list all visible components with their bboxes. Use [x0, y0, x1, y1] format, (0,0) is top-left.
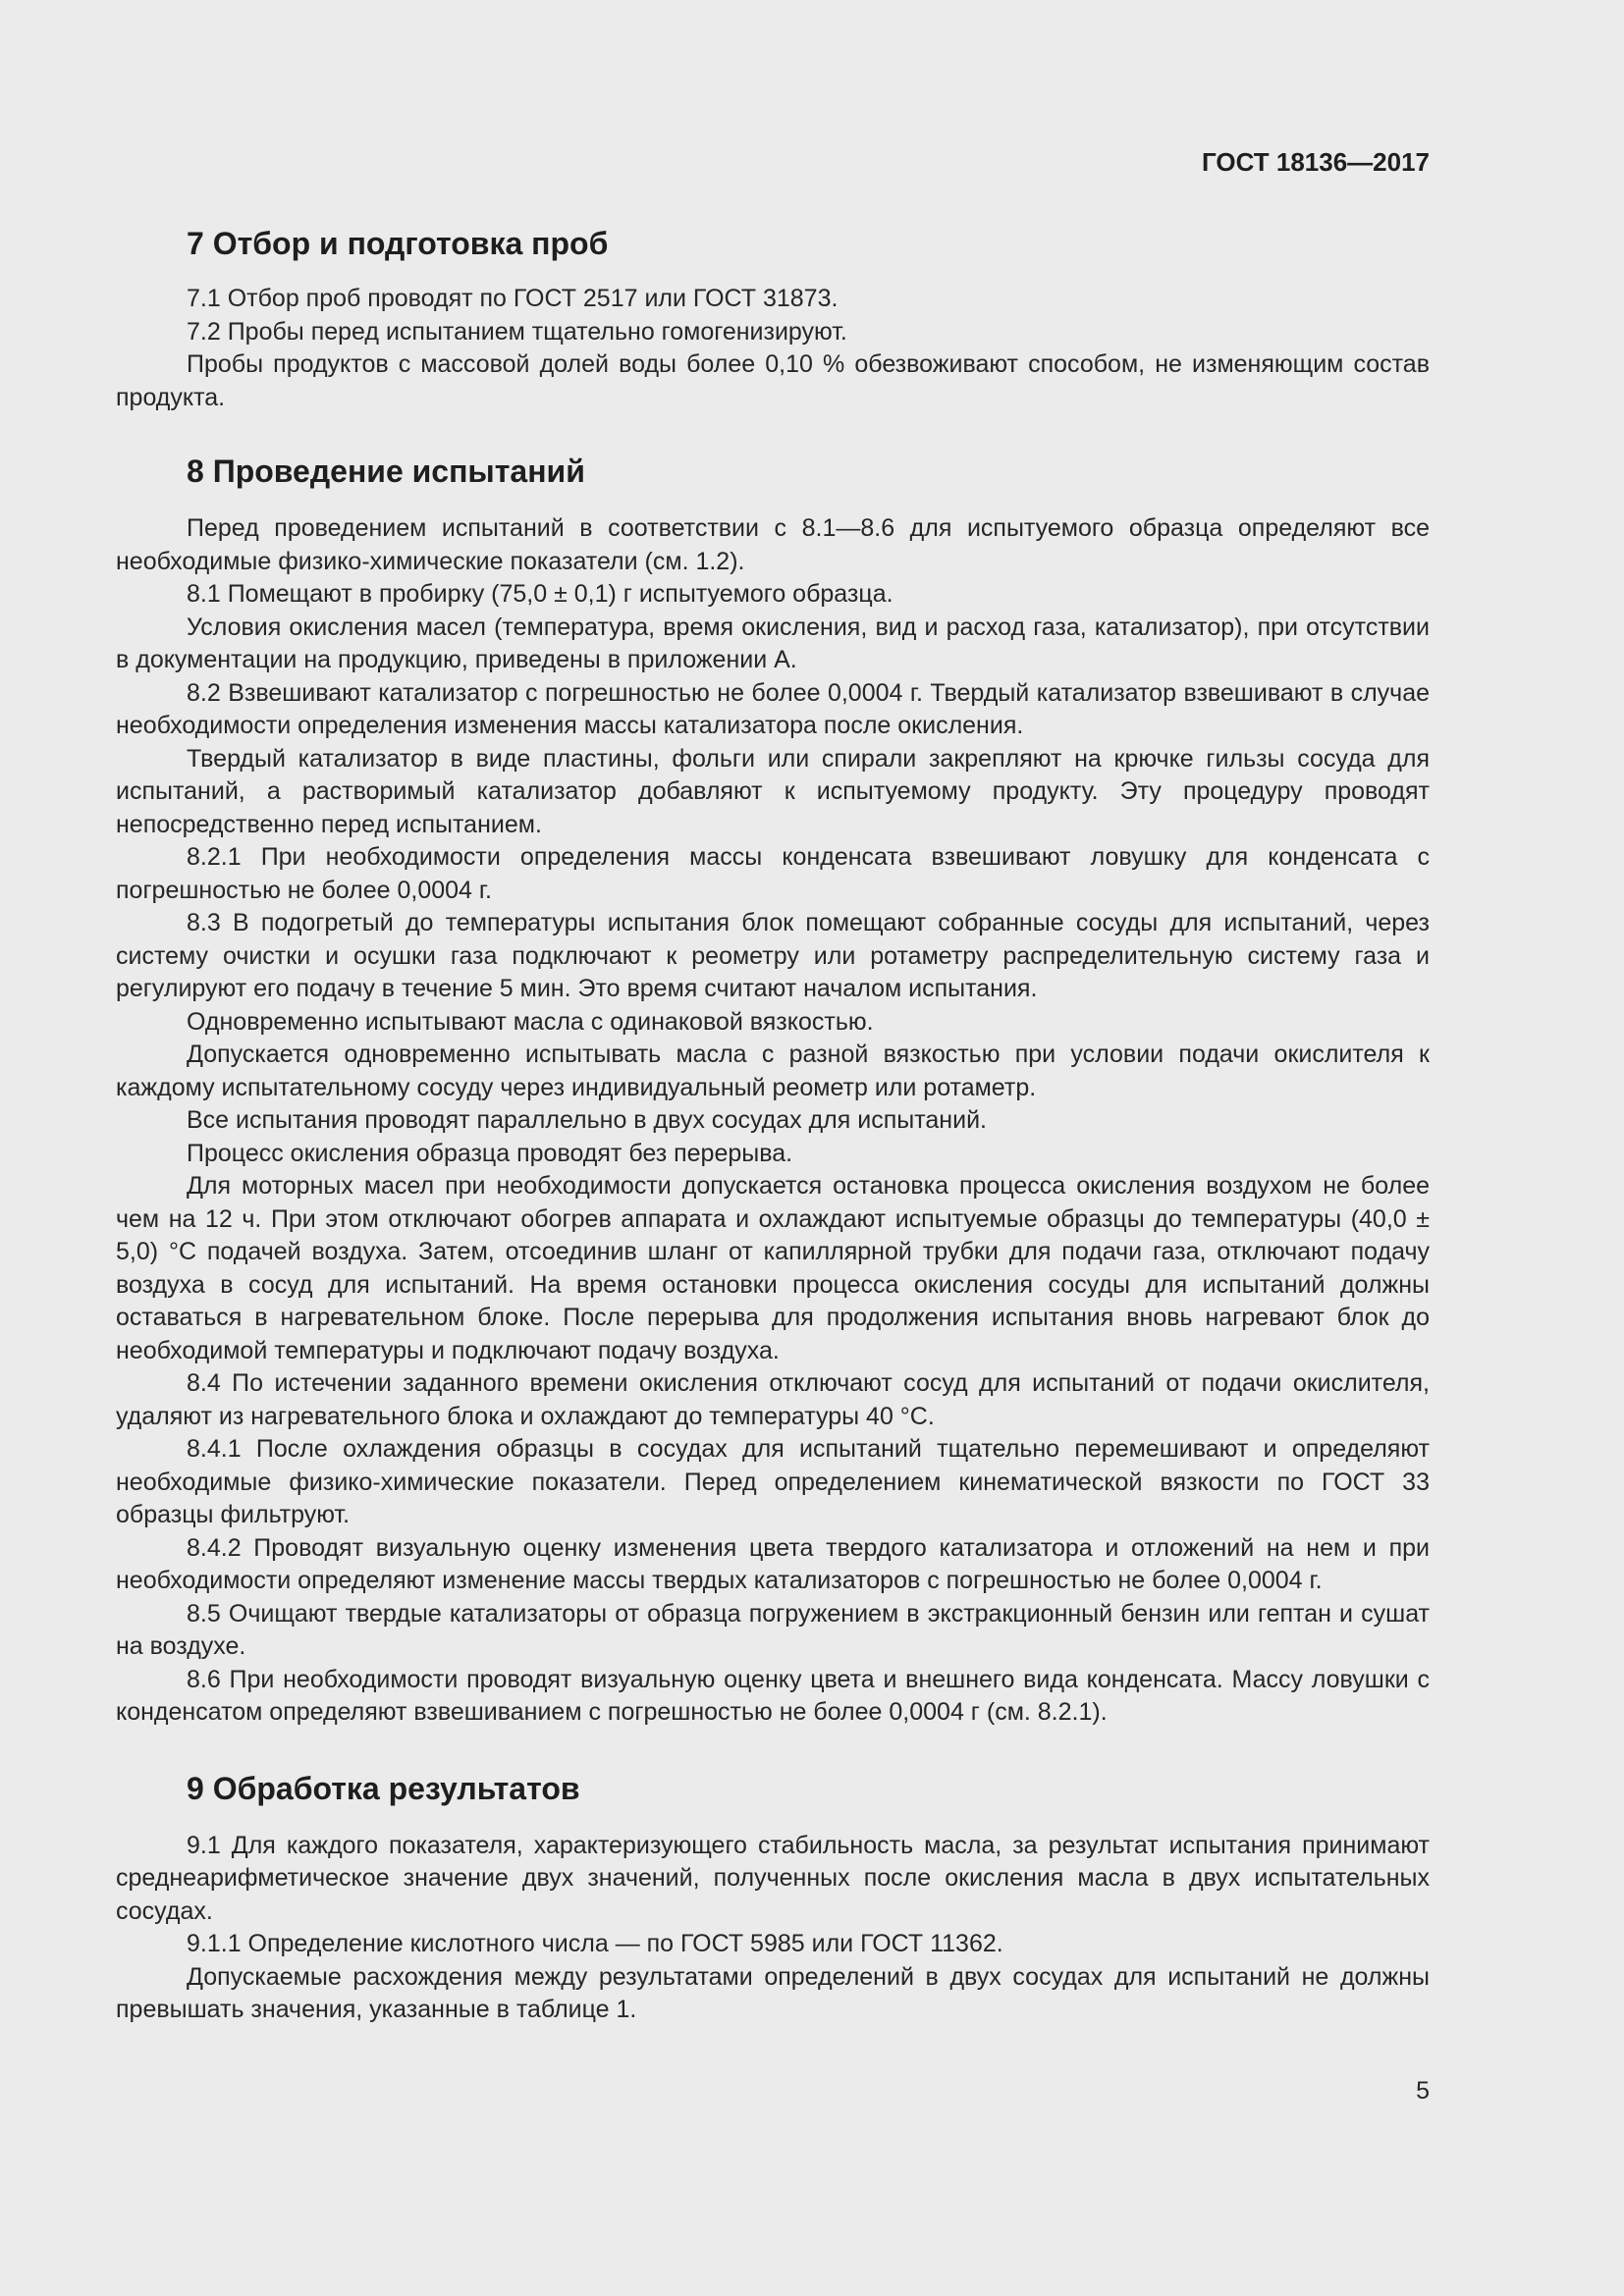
paragraph: 8.2 Взвешивают катализатор с погрешностью не более 0,0004 г. Твердый катализатор взвешивают в случае необходимости определения изменения массы катализатора после окисления. — [116, 678, 1430, 739]
paragraph: 8.3 В подогретый до температуры испытания блок помещают собранные сосуды для испытаний, через систему очистки и осушки газа подключают к реометру или ротаметру распределительную систему газа и регулируют его подачу в течение 5 мин. Это время считают началом испытания. — [116, 909, 1430, 1002]
paragraph: 8.4 По истечении заданного времени окисления отключают сосуд для испытаний от подачи окислителя, удаляют из нагревательного блока и охлаждают до температуры 40 °С. — [116, 1369, 1430, 1430]
paragraph: 8.1 Помещают в пробирку (75,0 ± 0,1) г испытуемого образца. — [187, 580, 893, 608]
paragraph: Перед проведением испытаний в соответствии с 8.1—8.6 для испытуемого образца определяют все необходимые физико-химические показатели (см. 1.2). — [116, 514, 1430, 575]
paragraph: Допускаемые расхождения между результатами определений в двух сосудах для испытаний не должны превышать значения, указанные в таблице 1. — [116, 1962, 1430, 2023]
paragraph: 7.2 Пробы перед испытанием тщательно гомогенизируют. — [187, 317, 847, 346]
paragraph: 8.5 Очищают твердые катализаторы от образца погружением в экстракционный бензин или гептан и сушат на воздухе. — [116, 1599, 1430, 1660]
paragraph: 8.4.2 Проводят визуальную оценку изменения цвета твердого катализатора и отложений на нем и при необходимости определяют изменение массы твердых катализаторов с погрешностью не более 0,0004 г. — [116, 1533, 1430, 1594]
paragraph: 9.1 Для каждого показателя, характеризующего стабильность масла, за результат испытания принимают среднеарифметическое значение двух значений, полученных после окисления масла в двух испытательных сосудах. — [116, 1831, 1430, 1925]
paragraph: Пробы продуктов с массовой долей воды более 0,10 % обезвоживают способом, не изменяющим состав продукта. — [116, 350, 1430, 411]
section-8-heading: 8 Проведение испытаний — [187, 454, 585, 489]
paragraph: 7.1 Отбор проб проводят по ГОСТ 2517 или ГОСТ 31873. — [187, 285, 839, 312]
document-body — [116, 224, 1430, 2027]
paragraph: 8.6 При необходимости проводят визуальную оценку цвета и внешнего вида конденсата. Массу ловушки с конденсатом определяют взвешиванием с погрешностью не более 0,0004 г (см. 8.2.1). — [116, 1665, 1430, 1726]
paragraph: Для моторных масел при необходимости допускается остановка процесса окисления воздухом не более чем на 12 ч. При этом отключают обогрев аппарата и охлаждают испытуемые образцы до температуры (40,0 ± 5,0) °С подачей воздуха. Затем, отсоединив шланг от капиллярной трубки для подачи газа, отключают подачу воздуха в сосуд для испытаний. На время остановки процесса окисления сосуды для испытаний должны оставаться в нагревательном блоке. После перерыва для продолжения испытания вновь нагревают блок до необходимой температуры и подключают подачу воздуха. — [116, 1172, 1430, 1364]
paragraph: Допускается одновременно испытывать масла с разной вязкостью при условии подачи окислителя к каждому испытательному сосуду через индивидуальный реометр или ротаметр. — [116, 1041, 1430, 1101]
paragraph: Твердый катализатор в виде пластины, фольги или спирали закрепляют на крючке гильзы сосуда для испытаний, а растворимый катализатор добавляют к испытуемому продукту. Эту процедуру проводят непосредственно перед испытанием. — [116, 744, 1430, 838]
paragraph: Процесс окисления образца проводят без перерыва. — [187, 1139, 793, 1167]
paragraph: Условия окисления масел (температура, время окисления, вид и расход газа, катализатор), при отсутствии в документации на продукцию, приведены в приложении А. — [116, 613, 1430, 673]
page-number: 5 — [1416, 2077, 1430, 2105]
section-9-heading: 9 Обработка результатов — [187, 1770, 580, 1806]
paragraph: 8.2.1 При необходимости определения массы конденсата взвешивают ловушку для конденсата с погрешностью не более 0,0004 г. — [116, 843, 1430, 904]
document-header: ГОСТ 18136—2017 — [1202, 147, 1430, 177]
paragraph: 8.4.1 После охлаждения образцы в сосудах для испытаний тщательно перемешивают и определяют необходимые физико-химические показатели. Перед определением кинематической вязкости по ГОСТ 33 образцы фильтруют. — [116, 1435, 1430, 1528]
paragraph: 9.1.1 Определение кислотного числа — по ГОСТ 5985 или ГОСТ 11362. — [187, 1930, 1003, 1957]
section-7-heading: 7 Отбор и подготовка проб — [187, 226, 609, 261]
paragraph: Все испытания проводят параллельно в двух сосудах для испытаний. — [187, 1106, 987, 1134]
paragraph: Одновременно испытывают масла с одинаковой вязкостью. — [187, 1007, 874, 1036]
